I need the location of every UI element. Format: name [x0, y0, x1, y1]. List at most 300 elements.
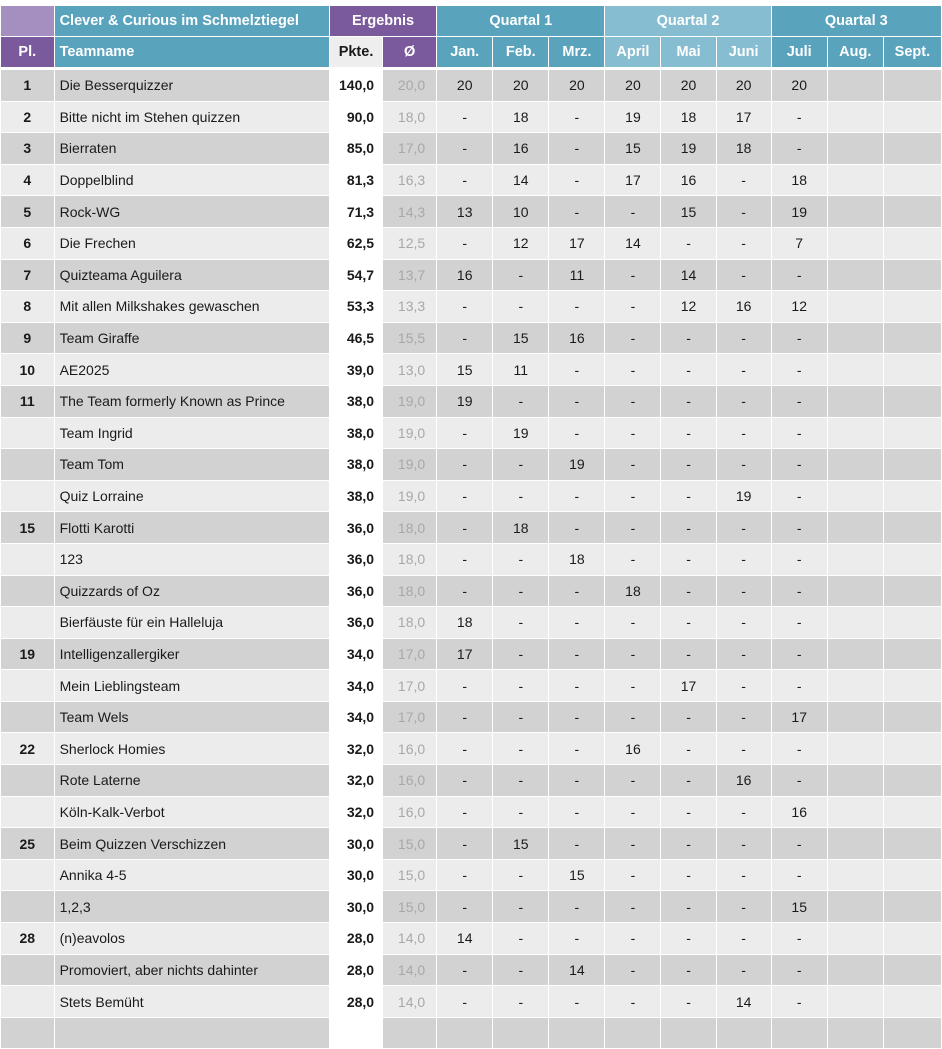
month-score-cell: 17 [605, 164, 661, 196]
month-score-cell [827, 69, 883, 102]
points-column-header: Pkte. [329, 37, 382, 69]
month-score-cell: - [716, 733, 771, 765]
rank-cell: 9 [1, 322, 54, 354]
month-score-cell [827, 670, 883, 702]
month-score-cell: - [716, 638, 771, 670]
team-name-cell: Rote Laterne [54, 765, 329, 797]
month-header-feb: Feb. [493, 37, 549, 69]
average-cell: 17,0 [383, 701, 437, 733]
average-cell: 18,0 [383, 101, 437, 133]
average-cell: 17,0 [383, 670, 437, 702]
month-score-cell: - [716, 322, 771, 354]
month-score-cell [716, 1017, 771, 1049]
average-cell: 12,5 [383, 227, 437, 259]
month-score-cell: 18 [771, 164, 827, 196]
rank-cell [1, 859, 54, 891]
quiz-title: Clever & Curious im Schmelztiegel [54, 6, 329, 37]
month-score-cell: - [771, 923, 827, 955]
rank-cell: 15 [1, 512, 54, 544]
month-score-cell: - [771, 417, 827, 449]
month-score-cell [883, 133, 941, 165]
rank-cell [1, 607, 54, 639]
month-score-cell: 19 [661, 133, 716, 165]
month-score-cell: 17 [549, 227, 605, 259]
average-cell: 15,5 [383, 322, 437, 354]
month-score-cell: - [661, 891, 716, 923]
month-score-cell [883, 1017, 941, 1049]
points-cell: 90,0 [329, 101, 382, 133]
month-score-cell: 7 [771, 227, 827, 259]
points-cell: 34,0 [329, 638, 382, 670]
table-row [1, 733, 942, 765]
month-score-cell: - [661, 385, 716, 417]
month-score-cell: - [716, 891, 771, 923]
month-score-cell: - [661, 701, 716, 733]
month-score-cell: 16 [437, 259, 493, 291]
points-cell: 30,0 [329, 828, 382, 860]
month-score-cell: - [716, 923, 771, 955]
month-score-cell: - [771, 986, 827, 1018]
team-name-cell: Quizzards of Oz [54, 575, 329, 607]
table-row [1, 385, 942, 417]
month-score-cell [827, 828, 883, 860]
table-row [1, 227, 942, 259]
month-score-cell: - [493, 575, 549, 607]
month-score-cell: - [661, 986, 716, 1018]
month-score-cell: 19 [771, 196, 827, 228]
month-score-cell: - [549, 101, 605, 133]
table-row [1, 1017, 942, 1049]
month-header-juni: Juni [716, 37, 771, 69]
month-score-cell: 17 [661, 670, 716, 702]
month-score-cell: 18 [549, 543, 605, 575]
month-header-mrz: Mrz. [549, 37, 605, 69]
month-score-cell: - [437, 480, 493, 512]
month-score-cell: - [493, 859, 549, 891]
month-score-cell: - [661, 607, 716, 639]
month-score-cell: - [661, 575, 716, 607]
team-name-cell: Intelligenzallergiker [54, 638, 329, 670]
month-score-cell: 12 [771, 291, 827, 323]
points-cell: 30,0 [329, 891, 382, 923]
average-cell [383, 1017, 437, 1049]
month-score-cell: - [771, 638, 827, 670]
month-score-cell: - [493, 449, 549, 481]
month-score-cell: - [437, 859, 493, 891]
month-score-cell [827, 449, 883, 481]
month-score-cell: - [493, 480, 549, 512]
table-row [1, 449, 942, 481]
points-cell: 28,0 [329, 923, 382, 955]
average-cell: 18,0 [383, 543, 437, 575]
team-name-cell [54, 1017, 329, 1049]
month-score-cell: - [771, 828, 827, 860]
month-score-cell: - [549, 701, 605, 733]
table-row [1, 322, 942, 354]
rank-column-header: Pl. [1, 37, 54, 69]
month-score-cell: 12 [493, 227, 549, 259]
month-score-cell: 20 [605, 69, 661, 102]
quarter-3-header: Quartal 3 [771, 6, 941, 37]
month-score-cell: - [437, 291, 493, 323]
header-row-groups [1, 6, 942, 37]
month-score-cell [605, 1017, 661, 1049]
rank-cell [1, 575, 54, 607]
month-score-cell [883, 322, 941, 354]
team-name-cell: Flotti Karotti [54, 512, 329, 544]
month-score-cell: - [493, 259, 549, 291]
month-score-cell [883, 449, 941, 481]
average-cell: 16,0 [383, 733, 437, 765]
month-score-cell: - [437, 733, 493, 765]
month-score-cell [883, 859, 941, 891]
rank-cell [1, 480, 54, 512]
month-score-cell: - [605, 765, 661, 797]
month-score-cell: 17 [771, 701, 827, 733]
rank-cell: 25 [1, 828, 54, 860]
month-score-cell: 16 [549, 322, 605, 354]
month-score-cell: 17 [716, 101, 771, 133]
month-score-cell: - [549, 575, 605, 607]
points-cell: 38,0 [329, 449, 382, 481]
month-score-cell: 20 [771, 69, 827, 102]
month-score-cell: - [549, 385, 605, 417]
table-row [1, 828, 942, 860]
month-score-cell [883, 923, 941, 955]
rank-cell: 6 [1, 227, 54, 259]
month-score-cell: - [661, 765, 716, 797]
month-score-cell: - [493, 923, 549, 955]
average-cell: 13,0 [383, 354, 437, 386]
month-score-cell: - [771, 859, 827, 891]
month-score-cell: - [771, 954, 827, 986]
rank-cell [1, 417, 54, 449]
month-score-cell: - [549, 291, 605, 323]
points-cell: 32,0 [329, 733, 382, 765]
month-score-cell: - [605, 828, 661, 860]
month-score-cell: - [661, 543, 716, 575]
month-score-cell: 18 [661, 101, 716, 133]
month-score-cell [661, 1017, 716, 1049]
team-name-cell: Team Wels [54, 701, 329, 733]
month-score-cell [883, 670, 941, 702]
team-name-cell: (n)eavolos [54, 923, 329, 955]
month-score-cell [827, 354, 883, 386]
rank-cell [1, 543, 54, 575]
month-score-cell: - [716, 227, 771, 259]
month-score-cell: 15 [605, 133, 661, 165]
month-score-cell: - [493, 638, 549, 670]
month-score-cell [827, 227, 883, 259]
month-score-cell: 11 [493, 354, 549, 386]
month-score-cell: - [549, 828, 605, 860]
team-name-cell: 1,2,3 [54, 891, 329, 923]
points-cell: 39,0 [329, 354, 382, 386]
month-score-cell: - [437, 227, 493, 259]
points-cell: 34,0 [329, 701, 382, 733]
team-name-cell: Team Tom [54, 449, 329, 481]
month-score-cell: - [716, 512, 771, 544]
month-score-cell: - [661, 923, 716, 955]
month-score-cell: - [661, 512, 716, 544]
month-score-cell: - [605, 670, 661, 702]
month-score-cell: - [437, 512, 493, 544]
team-name-cell: AE2025 [54, 354, 329, 386]
month-score-cell: - [771, 101, 827, 133]
team-name-cell: The Team formerly Known as Prince [54, 385, 329, 417]
month-score-cell: - [605, 954, 661, 986]
average-cell: 13,7 [383, 259, 437, 291]
month-score-cell: - [549, 480, 605, 512]
month-score-cell: - [549, 164, 605, 196]
points-cell: 140,0 [329, 69, 382, 102]
table-row [1, 69, 942, 102]
month-score-cell: - [437, 449, 493, 481]
month-score-cell: 14 [661, 259, 716, 291]
month-score-cell: - [771, 354, 827, 386]
month-score-cell: 16 [716, 291, 771, 323]
average-cell: 14,0 [383, 954, 437, 986]
team-name-cell: Bierraten [54, 133, 329, 165]
average-cell: 18,0 [383, 512, 437, 544]
month-score-cell [827, 385, 883, 417]
month-score-cell: 15 [493, 828, 549, 860]
month-score-cell [883, 607, 941, 639]
rank-cell: 19 [1, 638, 54, 670]
month-score-cell: - [716, 954, 771, 986]
month-score-cell [827, 575, 883, 607]
month-score-cell [883, 701, 941, 733]
table-row [1, 607, 942, 639]
month-score-cell: - [771, 322, 827, 354]
month-score-cell [883, 638, 941, 670]
month-score-cell [827, 543, 883, 575]
month-score-cell: - [605, 291, 661, 323]
month-score-cell: - [549, 986, 605, 1018]
month-score-cell: - [661, 859, 716, 891]
month-score-cell [883, 480, 941, 512]
team-column-header: Teamname [54, 37, 329, 69]
month-score-cell [827, 638, 883, 670]
month-score-cell: 18 [493, 512, 549, 544]
team-name-cell: Beim Quizzen Verschizzen [54, 828, 329, 860]
month-score-cell: - [549, 638, 605, 670]
rank-cell [1, 796, 54, 828]
average-cell: 17,0 [383, 638, 437, 670]
month-score-cell: - [493, 385, 549, 417]
team-name-cell: Quizteama Aguilera [54, 259, 329, 291]
table-row [1, 986, 942, 1018]
month-score-cell: - [437, 954, 493, 986]
month-score-cell: - [661, 417, 716, 449]
month-score-cell: - [493, 954, 549, 986]
table-row [1, 543, 942, 575]
rank-cell [1, 670, 54, 702]
month-score-cell: 15 [493, 322, 549, 354]
month-score-cell: - [771, 259, 827, 291]
average-cell: 19,0 [383, 480, 437, 512]
rank-cell: 28 [1, 923, 54, 955]
month-score-cell: - [771, 449, 827, 481]
rank-cell: 8 [1, 291, 54, 323]
month-score-cell: 16 [605, 733, 661, 765]
month-score-cell: - [661, 733, 716, 765]
month-score-cell [827, 1017, 883, 1049]
month-score-cell: 14 [549, 954, 605, 986]
team-name-cell: Annika 4-5 [54, 859, 329, 891]
points-cell: 38,0 [329, 385, 382, 417]
month-score-cell [883, 227, 941, 259]
points-cell: 85,0 [329, 133, 382, 165]
team-name-cell: Promoviert, aber nichts dahinter [54, 954, 329, 986]
month-score-cell: - [493, 986, 549, 1018]
average-cell: 20,0 [383, 69, 437, 102]
points-cell: 62,5 [329, 227, 382, 259]
table-row [1, 765, 942, 797]
month-score-cell: - [716, 607, 771, 639]
team-name-cell: Köln-Kalk-Verbot [54, 796, 329, 828]
month-score-cell [883, 385, 941, 417]
month-score-cell: 15 [771, 891, 827, 923]
team-name-cell: Team Giraffe [54, 322, 329, 354]
month-score-cell [827, 733, 883, 765]
month-score-cell: - [716, 385, 771, 417]
result-group-header: Ergebnis [329, 6, 436, 37]
month-score-cell: - [549, 796, 605, 828]
points-cell: 36,0 [329, 607, 382, 639]
month-score-cell [883, 828, 941, 860]
team-name-cell: Mit allen Milkshakes gewaschen [54, 291, 329, 323]
average-cell: 19,0 [383, 385, 437, 417]
rank-cell: 7 [1, 259, 54, 291]
points-cell: 71,3 [329, 196, 382, 228]
rank-cell [1, 986, 54, 1018]
month-score-cell: - [605, 986, 661, 1018]
average-cell: 19,0 [383, 417, 437, 449]
month-score-cell: - [661, 449, 716, 481]
month-score-cell: - [716, 417, 771, 449]
month-score-cell: - [549, 196, 605, 228]
month-score-cell: - [605, 923, 661, 955]
team-name-cell: Bitte nicht im Stehen quizzen [54, 101, 329, 133]
table-row [1, 259, 942, 291]
team-name-cell: Die Frechen [54, 227, 329, 259]
month-score-cell [827, 701, 883, 733]
month-score-cell: - [437, 101, 493, 133]
month-score-cell [827, 986, 883, 1018]
month-score-cell: - [716, 449, 771, 481]
table-row [1, 291, 942, 323]
month-score-cell: - [605, 543, 661, 575]
month-score-cell: - [605, 322, 661, 354]
month-score-cell: 19 [493, 417, 549, 449]
month-score-cell: 12 [661, 291, 716, 323]
average-cell: 15,0 [383, 859, 437, 891]
rank-cell [1, 449, 54, 481]
month-score-cell: - [493, 670, 549, 702]
month-score-cell: - [605, 512, 661, 544]
month-score-cell: - [771, 133, 827, 165]
month-score-cell: - [605, 354, 661, 386]
month-score-cell [827, 322, 883, 354]
month-score-cell [827, 954, 883, 986]
rank-cell [1, 701, 54, 733]
month-score-cell: - [716, 259, 771, 291]
month-score-cell [827, 133, 883, 165]
month-score-cell: - [549, 607, 605, 639]
month-score-cell [827, 891, 883, 923]
month-score-cell: - [771, 765, 827, 797]
month-score-cell: - [771, 733, 827, 765]
points-cell: 53,3 [329, 291, 382, 323]
month-score-cell: - [437, 796, 493, 828]
month-score-cell: - [716, 828, 771, 860]
month-score-cell: - [605, 701, 661, 733]
month-score-cell: - [605, 638, 661, 670]
rank-cell [1, 765, 54, 797]
month-score-cell: - [437, 891, 493, 923]
points-cell: 32,0 [329, 796, 382, 828]
month-score-cell: 14 [493, 164, 549, 196]
month-score-cell: - [437, 322, 493, 354]
table-row [1, 638, 942, 670]
points-cell: 36,0 [329, 575, 382, 607]
month-score-cell: 15 [549, 859, 605, 891]
rank-cell [1, 1017, 54, 1049]
month-score-cell: - [771, 607, 827, 639]
month-score-cell: - [661, 796, 716, 828]
month-header-juli: Juli [771, 37, 827, 69]
month-score-cell: - [437, 417, 493, 449]
table-row [1, 133, 942, 165]
average-cell: 17,0 [383, 133, 437, 165]
points-cell: 28,0 [329, 986, 382, 1018]
month-score-cell [827, 101, 883, 133]
month-score-cell: - [605, 449, 661, 481]
table-row [1, 859, 942, 891]
month-score-cell: - [549, 891, 605, 923]
month-score-cell: - [771, 512, 827, 544]
average-cell: 16,3 [383, 164, 437, 196]
month-score-cell: - [493, 733, 549, 765]
month-score-cell [827, 796, 883, 828]
month-score-cell: - [716, 859, 771, 891]
month-header-sept: Sept. [883, 37, 941, 69]
month-score-cell [883, 164, 941, 196]
month-header-aug: Aug. [827, 37, 883, 69]
month-score-cell: - [549, 354, 605, 386]
month-score-cell [437, 1017, 493, 1049]
table-row [1, 164, 942, 196]
month-score-cell: - [437, 670, 493, 702]
month-score-cell: - [437, 543, 493, 575]
month-score-cell: - [771, 480, 827, 512]
month-score-cell: - [716, 701, 771, 733]
month-score-cell: - [661, 227, 716, 259]
month-score-cell: - [716, 796, 771, 828]
rank-cell: 4 [1, 164, 54, 196]
table-row [1, 196, 942, 228]
month-score-cell: 11 [549, 259, 605, 291]
month-score-cell [883, 69, 941, 102]
month-score-cell [883, 101, 941, 133]
month-score-cell: 19 [437, 385, 493, 417]
table-row [1, 701, 942, 733]
month-score-cell: - [605, 259, 661, 291]
month-score-cell: - [605, 480, 661, 512]
table-row [1, 417, 942, 449]
month-score-cell: - [771, 385, 827, 417]
